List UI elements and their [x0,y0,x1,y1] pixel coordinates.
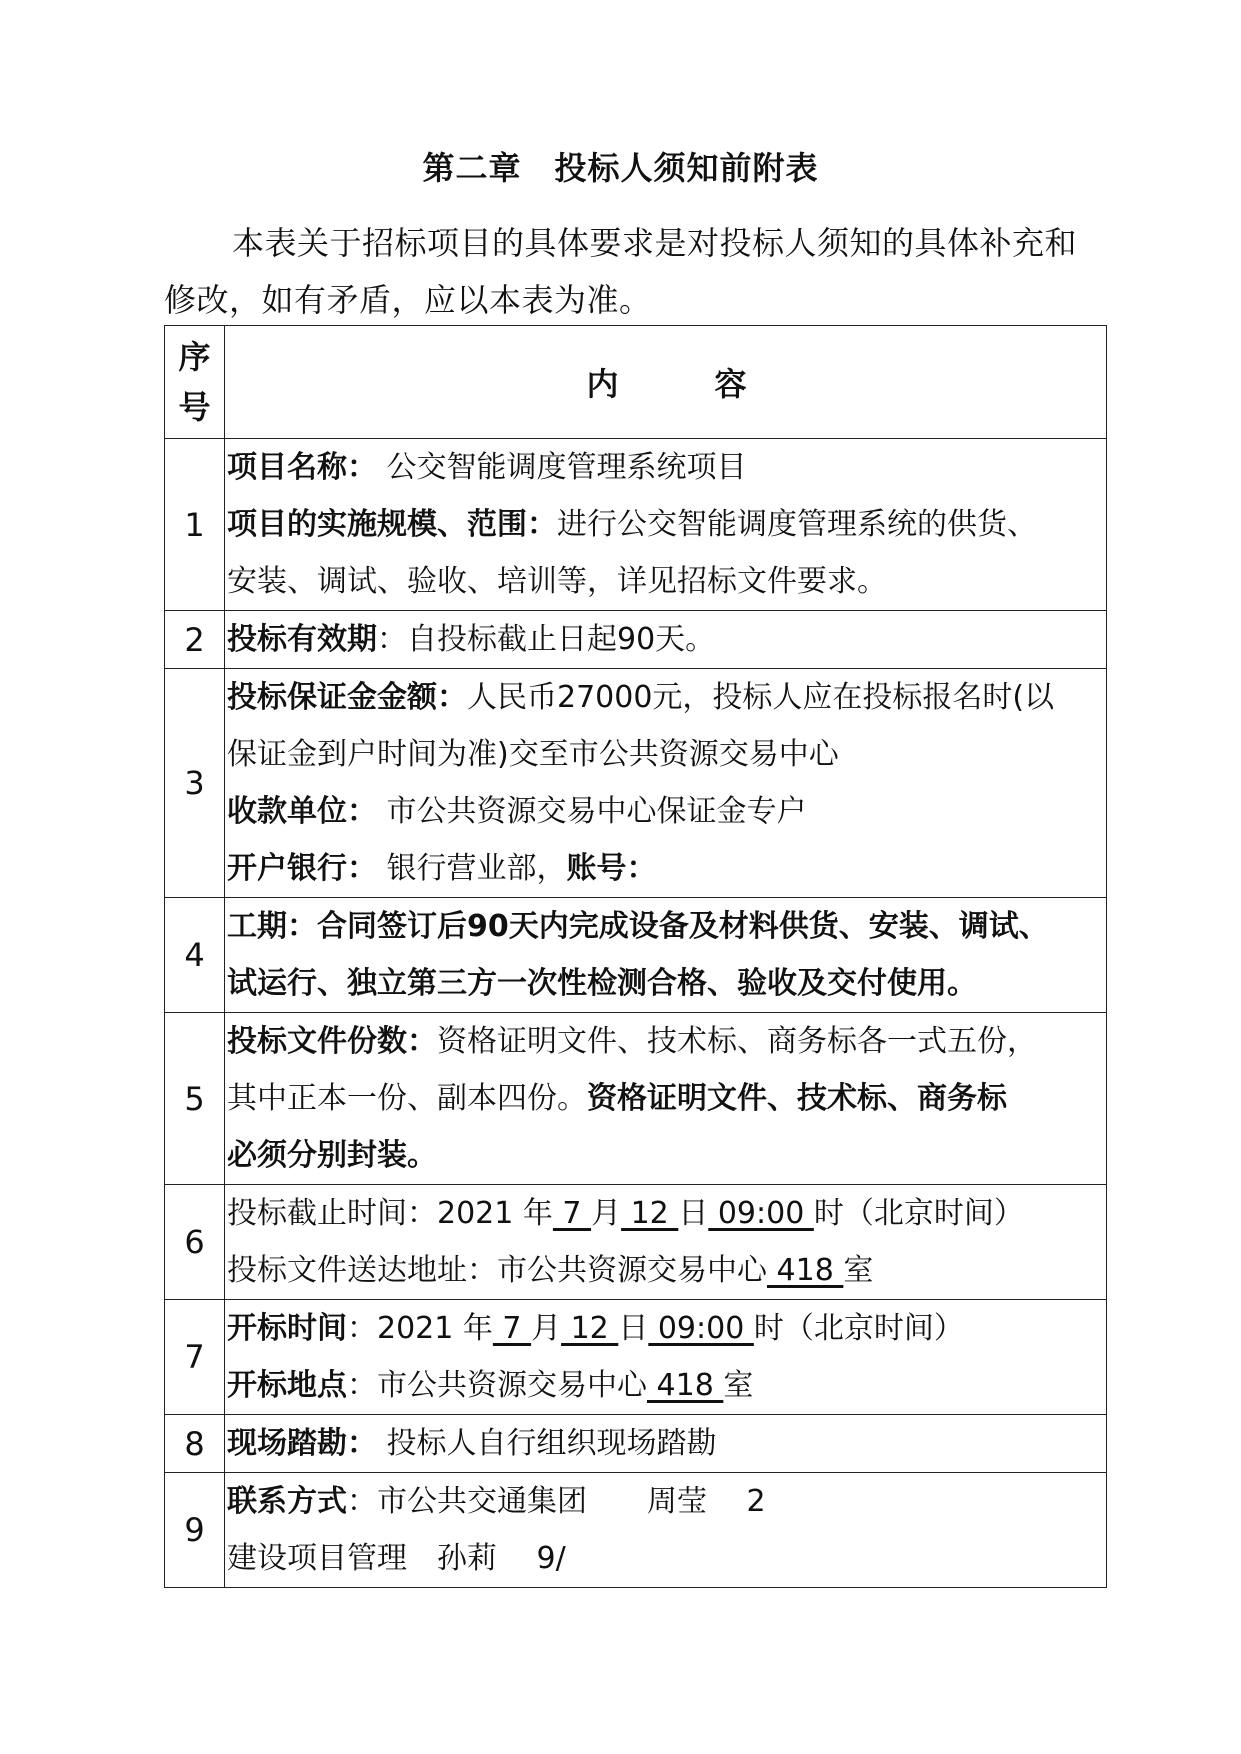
table-row [165,439,1107,611]
table-row [165,1300,1107,1415]
row-content [225,1300,1107,1415]
bid-bond-value: 人民币27000元，投标人应在投标报名时(以 [467,680,1055,715]
opening-room: 418 [647,1368,724,1403]
row-content [225,669,1107,898]
contact-continued: 建设项目管理 孙莉 9/ [227,1541,566,1576]
table-row [165,1185,1107,1300]
row-number: 4 [165,898,225,1013]
payee-value: 市公共资源交易中心保证金专户 [377,794,807,829]
bid-copies-label: 投标文件份数： [227,1024,437,1059]
deadline-time: 09:00 [708,1196,814,1231]
table-row [165,669,1107,898]
row-content [225,611,1107,669]
row-content [225,1473,1107,1588]
row-number: 3 [165,669,225,898]
row-number: 9 [165,1473,225,1588]
row-content [225,1185,1107,1300]
construction-period-line2: 试运行、独立第三方一次性检测合格、验收及交付使用。 [227,966,977,1001]
table-header-row [165,326,1107,439]
row-number: 2 [165,611,225,669]
payee-label: 收款单位： [227,794,377,829]
opening-time-suffix: 时（北京时间） [753,1311,964,1346]
opening-room-unit: 室 [723,1368,754,1403]
site-visit-value: 投标人自行组织现场踏勘 [377,1426,717,1461]
row-content [225,439,1107,611]
project-scope-value: 进行公交智能调度管理系统的供货、 [557,507,1037,542]
table-row [165,1415,1107,1473]
bid-bond-continued: 保证金到户时间为准)交至市公共资源交易中心 [227,737,839,772]
table-row [165,611,1107,669]
opening-day: 12 [561,1311,619,1346]
bid-copies-value: 资格证明文件、技术标、商务标各一式五份， [437,1024,1037,1059]
contact-value: ：市公共交通集团 周莹 2 [347,1484,766,1519]
account-label: 账号： [566,851,657,886]
opening-time: 09:00 [648,1311,754,1346]
bank-value: 银行营业部， [377,851,567,886]
bidder-instructions-table [164,325,1107,1588]
row-number: 7 [165,1300,225,1415]
table-row [165,1473,1107,1588]
opening-place: ：市公共资源交易中心 [347,1368,647,1403]
site-visit-label: 现场踏勘： [227,1426,377,1461]
header-number-top: 序 [178,338,211,376]
header-number-bottom: 号 [178,388,211,426]
delivery-room-unit: 室 [843,1253,874,1288]
deadline-month: 7 [552,1196,592,1231]
project-name-value: 公交智能调度管理系统项目 [377,450,747,485]
deadline-day-unit: 日 [678,1196,709,1231]
deadline-month-unit: 月 [591,1196,622,1231]
bid-validity-label: 投标有效期 [227,622,377,657]
bid-validity-value: ：自投标截止日起90天。 [377,622,716,657]
table-row [165,898,1107,1013]
deadline-day: 12 [621,1196,679,1231]
contact-label: 联系方式 [227,1484,347,1519]
construction-period-line1: 工期：合同签订后90天内完成设备及材料供货、安装、调试、 [227,909,1049,944]
opening-time-prefix: ：2021 年 [347,1311,493,1346]
row-number: 5 [165,1013,225,1185]
table-row [165,1013,1107,1185]
opening-time-label: 开标时间 [227,1311,347,1346]
intro-paragraph: 本表关于招标项目的具体要求是对投标人须知的具体补充和修改，如有矛盾，应以本表为准。 [164,224,1078,319]
bid-copies-emphasis: 资格证明文件、技术标、商务标 [587,1081,1007,1116]
bank-label: 开户银行： [227,851,377,886]
bid-copies-emphasis-continued: 必须分别封装。 [227,1138,437,1173]
row-content [225,1415,1107,1473]
chapter-title: 第二章 投标人须知前附表 [422,149,819,187]
opening-month-unit: 月 [531,1311,562,1346]
row-content [225,898,1107,1013]
project-name-label: 项目名称： [227,450,377,485]
opening-place-label: 开标地点 [227,1368,347,1403]
opening-day-unit: 日 [618,1311,649,1346]
row-number: 6 [165,1185,225,1300]
delivery-room: 418 [767,1253,844,1288]
bid-copies-detail: 其中正本一份、副本四份。 [227,1081,587,1116]
row-content [225,1013,1107,1185]
row-number: 8 [165,1415,225,1473]
project-scope-label: 项目的实施规模、范围： [227,507,557,542]
header-number-cell [165,326,225,439]
row-number: 1 [165,439,225,611]
delivery-address: 投标文件送达地址：市公共资源交易中心 [227,1253,767,1288]
header-content-cell [225,326,1107,439]
bid-bond-label: 投标保证金金额： [227,680,467,715]
deadline-prefix: 投标截止时间：2021 年 [227,1196,553,1231]
project-scope-continued: 安装、调试、验收、培训等，详见招标文件要求。 [227,564,887,599]
deadline-suffix: 时（北京时间） [813,1196,1024,1231]
header-content-label: 内 容 [586,365,747,403]
opening-month: 7 [492,1311,532,1346]
